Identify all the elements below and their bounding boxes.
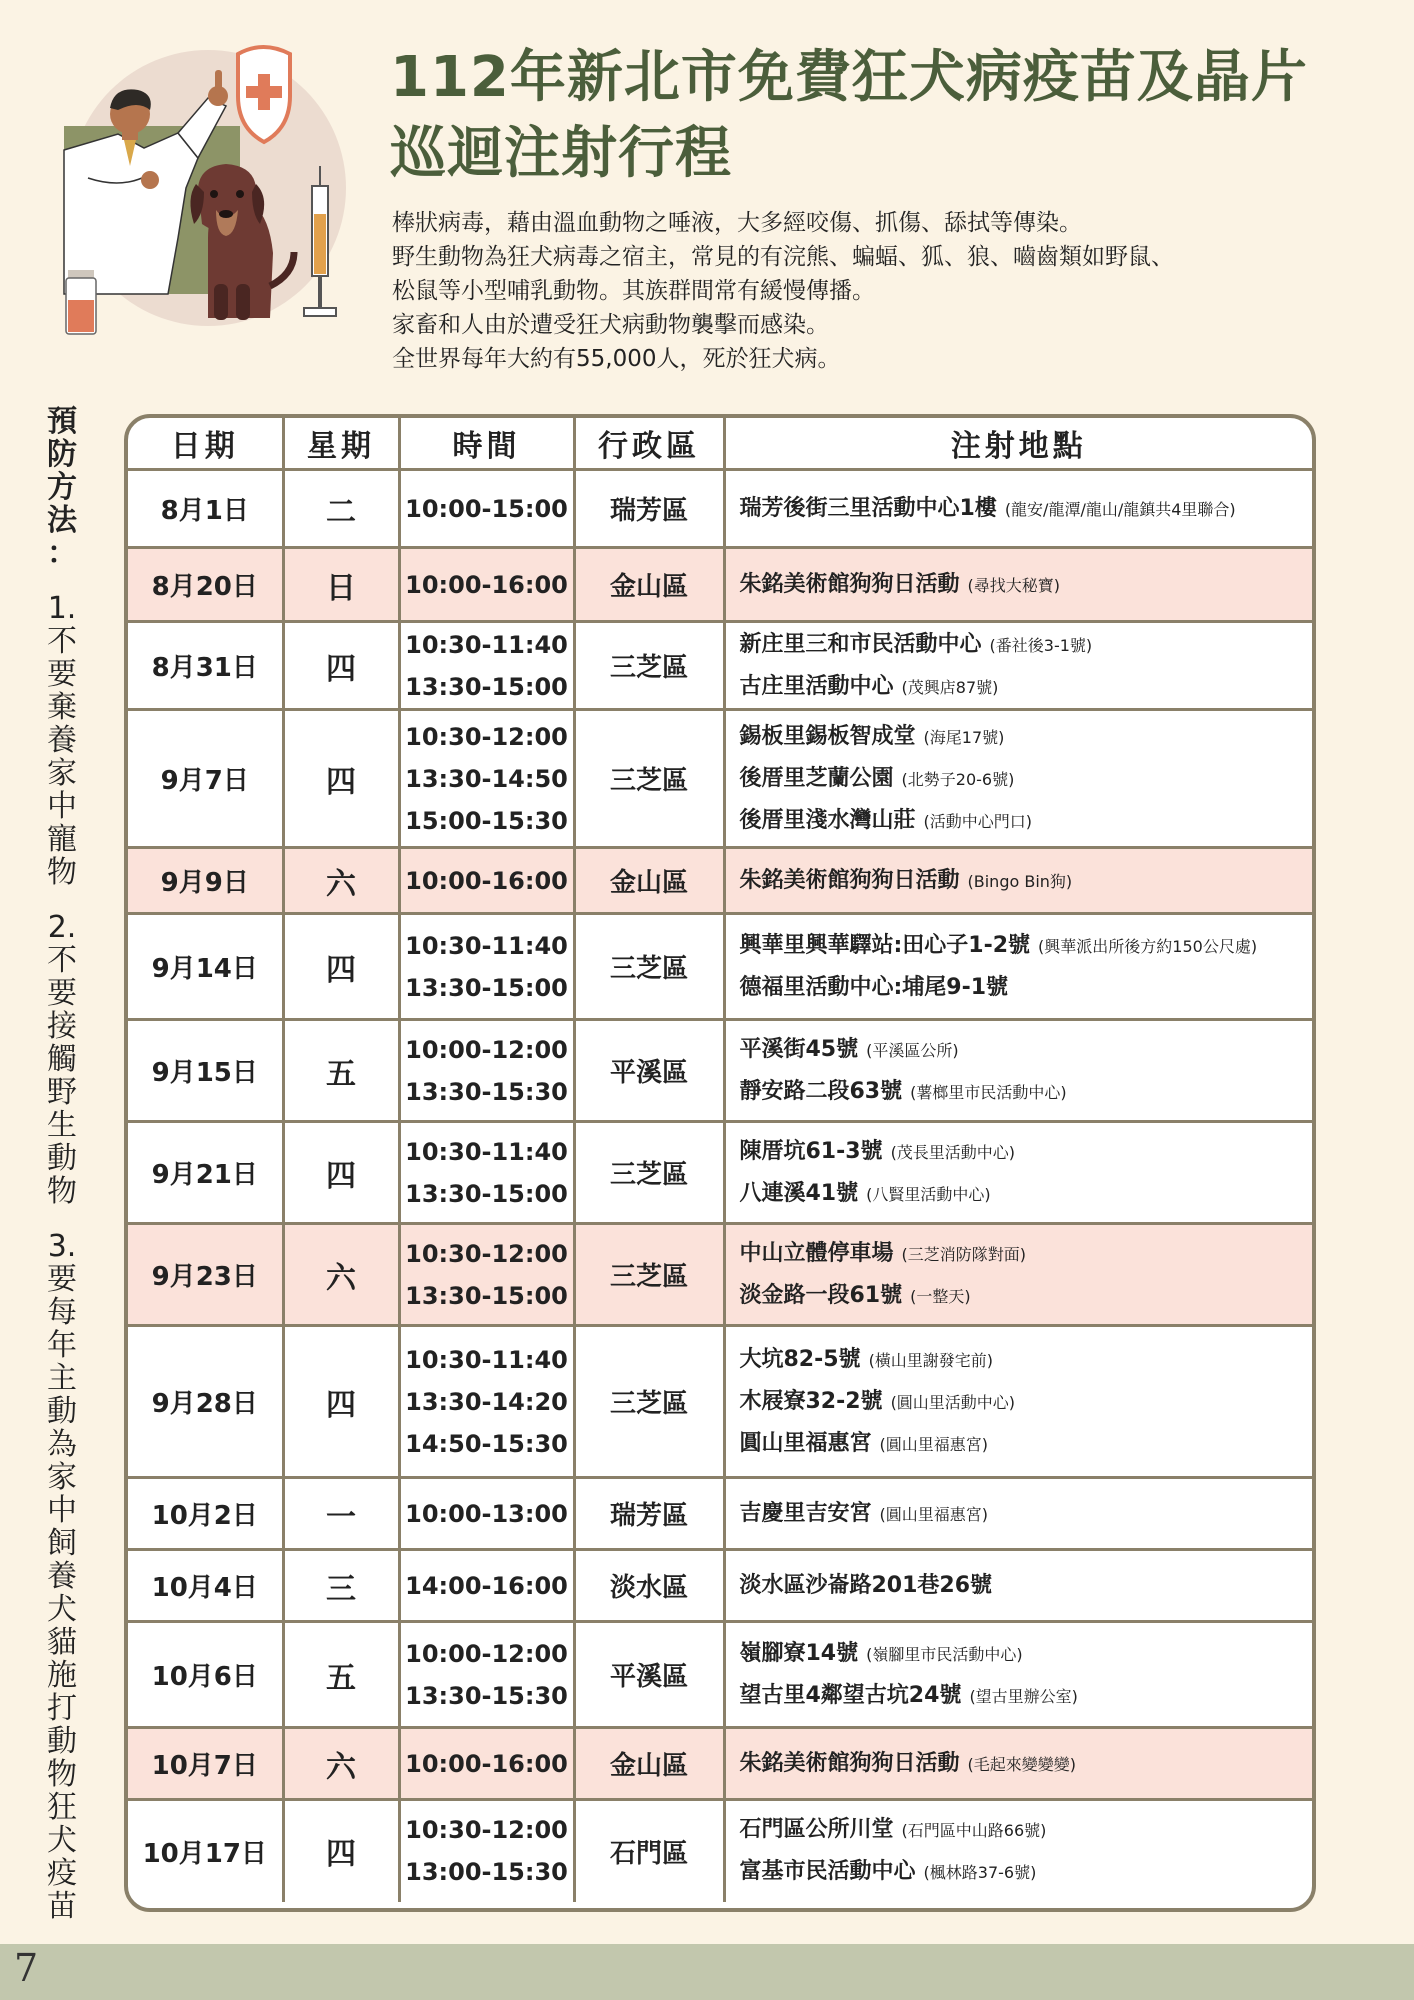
location-entry (740, 967, 1313, 1008)
cell-location (724, 1020, 1312, 1122)
time-slot: 10:30-12:00 (405, 722, 568, 751)
cell-location (724, 1800, 1312, 1902)
cell-district: 三芝區 (574, 914, 724, 1020)
table-row (128, 1800, 1312, 1902)
page-number: 7 (14, 1946, 39, 1990)
location-note: (橫山里謝發宅前) (868, 1350, 994, 1370)
location-name: 德福里活動中心:埔尾9-1號 (739, 975, 1009, 1000)
column-header-location: 注射地點 (724, 418, 1312, 470)
cell-date: 10月4日 (128, 1550, 283, 1622)
cell-district: 三芝區 (574, 1326, 724, 1478)
location-name: 後厝里淺水灣山莊 (739, 807, 916, 833)
location-name: 平溪街45號 (739, 1036, 859, 1062)
location-entry (740, 716, 1313, 758)
intro-line: 棒狀病毒，藉由溫血動物之唾液，大多經咬傷、抓傷、舔拭等傳染。 (392, 210, 1082, 236)
cell-location (724, 848, 1312, 914)
cell-district: 平溪區 (574, 1622, 724, 1728)
table-body (128, 470, 1312, 1902)
location-note: (毛起來變變變) (967, 1754, 1077, 1774)
location-name: 古庄里活動中心 (739, 673, 894, 699)
location-name: 石門區公所川堂 (739, 1817, 894, 1843)
table-header-row (128, 418, 1312, 470)
cell-location (724, 1550, 1312, 1622)
intro-line: 野生動物為狂犬病毒之宿主，常見的有浣熊、蝙蝠、狐、狼、嚙齒類如野鼠、 (392, 244, 1174, 270)
location-entry (740, 488, 1313, 530)
location-note: (龍安/龍潭/龍山/龍鎮共4里聯合) (1004, 499, 1236, 519)
cell-district: 金山區 (574, 848, 724, 914)
location-name: 富基市民活動中心 (739, 1859, 916, 1885)
location-note: (番社後3-1號) (989, 635, 1093, 655)
location-entry (740, 1275, 1313, 1317)
cell-time (399, 1728, 574, 1800)
location-entry (740, 1743, 1313, 1785)
cell-time (399, 914, 574, 1020)
location-entry (740, 1381, 1313, 1423)
cell-date: 10月2日 (128, 1478, 283, 1550)
table-row (128, 848, 1312, 914)
location-entry (740, 1809, 1313, 1851)
location-name: 朱銘美術館狗狗日活動 (739, 867, 960, 893)
location-entry (740, 666, 1313, 708)
cell-date: 10月17日 (128, 1800, 283, 1902)
cell-time (399, 848, 574, 914)
location-name: 新庄里三和市民活動中心 (739, 631, 982, 657)
location-name: 淡金路一段61號 (739, 1282, 903, 1308)
cell-time (399, 710, 574, 848)
page-title-line: 112年新北市免費狂犬病疫苗及晶片 (390, 45, 1308, 110)
column-header-district: 行政區 (574, 418, 724, 470)
location-entry (740, 1493, 1313, 1535)
cell-district: 三芝區 (574, 710, 724, 848)
cell-district: 瑞芳區 (574, 1478, 724, 1550)
location-name: 大坑82-5號 (739, 1346, 861, 1372)
cell-date: 9月14日 (128, 914, 283, 1020)
time-slot: 10:00-16:00 (405, 570, 568, 599)
location-name: 吉慶里吉安宮 (739, 1500, 872, 1526)
column-header-weekday: 星期 (283, 418, 399, 470)
table-row (128, 914, 1312, 1020)
location-entry (740, 564, 1313, 606)
time-slot: 13:30-15:00 (405, 672, 568, 701)
location-note: (八賢里活動中心) (866, 1184, 991, 1204)
cell-time (399, 1800, 574, 1902)
cell-date: 9月15日 (128, 1020, 283, 1122)
location-note: (尋找大秘寶) (967, 575, 1061, 595)
cell-time (399, 622, 574, 710)
cell-district: 三芝區 (574, 622, 724, 710)
cell-district: 平溪區 (574, 1020, 724, 1122)
cell-time (399, 470, 574, 548)
time-slot: 10:30-11:40 (405, 630, 568, 659)
prevention-methods-sidebar (42, 405, 82, 1923)
table-row (128, 710, 1312, 848)
cell-location (724, 1622, 1312, 1728)
time-slot: 10:30-11:40 (405, 931, 568, 960)
cell-district: 三芝區 (574, 1224, 724, 1326)
time-slot: 10:00-15:00 (405, 494, 568, 523)
cell-weekday: 五 (283, 1020, 399, 1122)
location-name: 圓山里福惠宮 (739, 1430, 872, 1456)
time-slot: 10:00-12:00 (405, 1639, 568, 1668)
cell-date: 9月21日 (128, 1122, 283, 1224)
time-slot: 10:30-12:00 (405, 1816, 568, 1845)
time-slot: 10:00-12:00 (405, 1035, 568, 1064)
cell-time (399, 548, 574, 622)
location-note: (興華派出所後方約150公尺處) (1038, 937, 1258, 956)
table-row (128, 1020, 1312, 1122)
location-name: 望古里4鄰望古坑24號 (739, 1682, 962, 1708)
cell-time (399, 1326, 574, 1478)
prevention-item: 1. 不 要 棄 養 家 中 寵 物 (47, 591, 77, 890)
location-name: 瑞芳後街三里活動中心1樓 (739, 495, 997, 521)
footer-bar (0, 1944, 1414, 2000)
cell-weekday: 一 (283, 1478, 399, 1550)
intro-line: 松鼠等小型哺乳動物。其族群間常有緩慢傳播。 (392, 278, 875, 304)
time-slot: 10:00-16:00 (405, 866, 568, 895)
cell-weekday: 四 (283, 1800, 399, 1902)
location-entry (740, 1851, 1313, 1893)
medical-cross-shield-icon (238, 47, 290, 142)
cell-location (724, 622, 1312, 710)
location-entry (740, 1675, 1313, 1717)
cell-location (724, 470, 1312, 548)
cell-district: 金山區 (574, 548, 724, 622)
cell-date: 9月28日 (128, 1326, 283, 1478)
location-entry (740, 1633, 1313, 1675)
cell-time (399, 1020, 574, 1122)
location-note: (石門區中山路66號) (901, 1821, 1047, 1841)
location-entry (740, 800, 1313, 842)
time-slot: 13:30-14:50 (405, 764, 568, 793)
time-slot: 13:30-15:00 (405, 1281, 568, 1310)
time-slot: 13:30-15:30 (405, 1681, 568, 1710)
cell-district: 淡水區 (574, 1550, 724, 1622)
time-slot: 10:30-11:40 (405, 1137, 568, 1166)
table-row (128, 470, 1312, 548)
column-header-date: 日期 (128, 418, 283, 470)
location-entry (740, 1339, 1313, 1381)
time-slot: 13:30-14:20 (405, 1387, 568, 1416)
time-slot: 13:30-15:30 (405, 1077, 568, 1106)
location-note: (圓山里福惠宮) (879, 1434, 989, 1454)
cell-time (399, 1622, 574, 1728)
location-name: 朱銘美術館狗狗日活動 (739, 1750, 960, 1776)
cell-weekday: 六 (283, 1224, 399, 1326)
cell-location (724, 1122, 1312, 1224)
cell-location (724, 548, 1312, 622)
cell-weekday: 四 (283, 914, 399, 1020)
cell-district: 金山區 (574, 1728, 724, 1800)
location-name: 嶺腳寮14號 (739, 1640, 859, 1666)
location-name: 陳厝坑61-3號 (739, 1138, 883, 1164)
location-entry (740, 1029, 1313, 1071)
cell-district: 三芝區 (574, 1122, 724, 1224)
location-name: 錫板里錫板智成堂 (739, 723, 916, 749)
page-title (390, 40, 1350, 192)
table-row (128, 622, 1312, 710)
table-row (128, 1478, 1312, 1550)
location-note: (圓山里福惠宮) (879, 1504, 989, 1524)
location-note: (茂興店87號) (901, 677, 999, 697)
location-name: 木屐寮32-2號 (739, 1388, 883, 1414)
location-entry (740, 758, 1313, 800)
cell-weekday: 二 (283, 470, 399, 548)
cell-date: 10月7日 (128, 1728, 283, 1800)
intro-line: 家畜和人由於遭受狂犬病動物襲擊而感染。 (392, 312, 829, 338)
cell-weekday: 日 (283, 548, 399, 622)
location-note: (望古里辦公室) (969, 1686, 1078, 1706)
time-slot: 10:30-12:00 (405, 1239, 568, 1268)
location-note: (楓林路37-6號) (923, 1863, 1037, 1883)
table-row (128, 1326, 1312, 1478)
table-row (128, 1728, 1312, 1800)
location-name: 靜安路二段63號 (739, 1078, 903, 1104)
intro-paragraph (392, 206, 1352, 376)
location-note: (茂長里活動中心) (890, 1142, 1016, 1162)
location-note: (薯榔里市民活動中心) (910, 1082, 1067, 1102)
time-slot: 13:30-15:00 (405, 973, 568, 1002)
intro-line: 全世界每年大約有55,000人，死於狂犬病。 (392, 346, 841, 372)
location-name: 中山立體停車場 (739, 1240, 894, 1266)
time-slot: 15:00-15:30 (405, 806, 568, 835)
time-slot: 13:00-15:30 (405, 1858, 568, 1887)
location-note: (圓山里活動中心) (890, 1392, 1016, 1412)
location-entry (740, 1131, 1313, 1173)
location-entry (740, 925, 1313, 967)
location-name: 八連溪41號 (739, 1180, 859, 1206)
cell-weekday: 四 (283, 1122, 399, 1224)
cell-location (724, 1728, 1312, 1800)
cell-location (724, 1478, 1312, 1550)
page-title-line: 巡迴注射行程 (390, 121, 732, 186)
time-slot: 14:00-16:00 (405, 1571, 568, 1600)
cell-location (724, 710, 1312, 848)
location-note: (一整天) (910, 1286, 971, 1306)
location-entry (740, 1233, 1313, 1275)
time-slot: 10:00-13:00 (405, 1499, 568, 1528)
location-name: 興華里興華驛站:田心子1-2號 (739, 933, 1031, 958)
table-row (128, 1224, 1312, 1326)
location-note: (三芝消防隊對面) (901, 1244, 1027, 1264)
cell-weekday: 五 (283, 1622, 399, 1728)
time-slot: 10:00-16:00 (405, 1749, 568, 1778)
location-entry (740, 1565, 1313, 1606)
location-entry (740, 860, 1313, 902)
location-note: (北勢子20-6號) (901, 769, 1015, 789)
cell-district: 石門區 (574, 1800, 724, 1902)
cell-date: 9月7日 (128, 710, 283, 848)
cell-time (399, 1122, 574, 1224)
location-note: (嶺腳里市民活動中心) (866, 1644, 1023, 1664)
vaccine-vial-icon (66, 270, 96, 334)
cell-time (399, 1224, 574, 1326)
cell-location (724, 1224, 1312, 1326)
cell-date: 9月23日 (128, 1224, 283, 1326)
cell-date: 8月20日 (128, 548, 283, 622)
time-slot: 10:30-11:40 (405, 1345, 568, 1374)
cell-district: 瑞芳區 (574, 470, 724, 548)
cell-time (399, 1478, 574, 1550)
cell-date: 8月1日 (128, 470, 283, 548)
table-row (128, 1550, 1312, 1622)
cell-date: 9月9日 (128, 848, 283, 914)
prevention-item: 3. 要 每 年 主 動 為 家 中 飼 養 犬 貓 施 打 動 物 狂 犬 疫 苗 (47, 1229, 77, 1924)
vaccination-schedule-table (124, 414, 1316, 1912)
cell-weekday: 四 (283, 622, 399, 710)
location-name: 後厝里芝蘭公園 (739, 765, 894, 791)
header-illustration (58, 38, 358, 338)
location-name: 朱銘美術館狗狗日活動 (739, 571, 960, 597)
location-entry (740, 1071, 1313, 1113)
location-note: (Bingo Bin狗) (967, 871, 1073, 891)
cell-weekday: 六 (283, 848, 399, 914)
column-header-time: 時間 (399, 418, 574, 470)
cell-weekday: 六 (283, 1728, 399, 1800)
location-note: (海尾17號) (923, 727, 1005, 747)
cell-location (724, 1326, 1312, 1478)
prevention-item: 2. 不 要 接 觸 野 生 動 物 (47, 910, 77, 1209)
cell-weekday: 四 (283, 710, 399, 848)
table-row (128, 548, 1312, 622)
location-name: 淡水區沙崙路201巷26號 (739, 1573, 993, 1598)
table-row (128, 1122, 1312, 1224)
location-entry (740, 1423, 1313, 1465)
location-entry (740, 1173, 1313, 1215)
cell-location (724, 914, 1312, 1020)
location-entry (740, 624, 1313, 666)
cell-weekday: 三 (283, 1550, 399, 1622)
table-row (128, 1622, 1312, 1728)
location-note: (平溪區公所) (866, 1040, 959, 1060)
time-slot: 14:50-15:30 (405, 1429, 568, 1458)
cell-time (399, 1550, 574, 1622)
cell-date: 10月6日 (128, 1622, 283, 1728)
location-note: (活動中心門口) (923, 811, 1033, 831)
time-slot: 13:30-15:00 (405, 1179, 568, 1208)
cell-weekday: 四 (283, 1326, 399, 1478)
prevention-heading: 預 防 方 法 ： (47, 404, 77, 571)
cell-date: 8月31日 (128, 622, 283, 710)
